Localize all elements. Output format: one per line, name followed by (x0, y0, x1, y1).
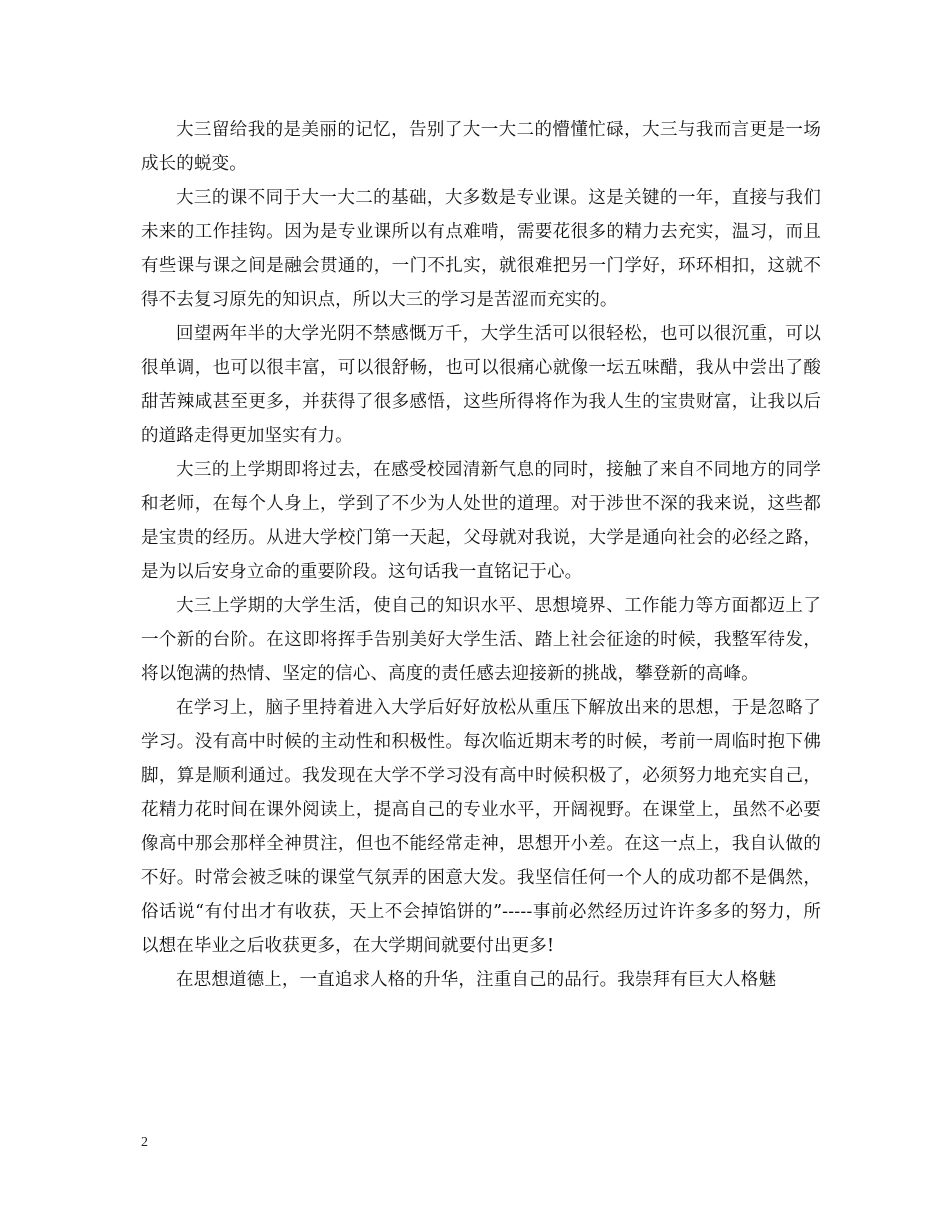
paragraph-6: 在学习上，脑子里持着进入大学后好好放松从重压下解放出来的思想，于是忽略了学习。没有高中时候的主动性和积极性。每次临近期末考的时候，考前一周临时抱下佛脚，算是顺利通过。我发现在大学不学习没有高中时候积极了，必须努力地充实自己，花精力花时间在课外阅读上，提高自己的专业水平，开阔视野。在课堂上，虽然不必要像高中那会那样全神贯注，但也不能经常走神，思想开小差。在这一点上，我自认做的不好。时常会被乏味的课堂气氛弄的困意大发。我坚信任何一个人的成功都不是偶然，俗话说“有付出才有收获，天上不会掉馅饼的”-----事前必然经历过许许多多的努力，所以想在毕业之后收获更多，在大学期间就要付出更多! (141, 698, 821, 956)
paragraph-3: 回望两年半的大学光阴不禁感慨万千，大学生活可以很轻松，也可以很沉重，可以很单调，也可以很丰富，可以很舒畅，也可以很痛心就像一坛五味醋，我从中尝出了酸甜苦辣咸甚至更多，并获得了很多感悟，这些所得将作为我人生的宝贵财富，让我以后的道路走得更加坚实有力。 (141, 324, 821, 446)
paragraph-5: 大三上学期的大学生活，使自己的知识水平、思想境界、工作能力等方面都迈上了一个新的台阶。在这即将挥手告别美好大学生活、踏上社会征途的时候，我整军待发，将以饱满的热情、坚定的信心、高度的责任感去迎接新的挑战，攀登新的高峰。 (141, 596, 821, 684)
paragraph-7: 在思想道德上，一直追求人格的升华，注重自己的品行。我崇拜有巨大人格魅 (176, 970, 777, 990)
paragraph-1: 大三留给我的是美丽的记忆，告别了大一大二的懵懂忙碌，大三与我而言更是一场成长的蜕变。 (141, 120, 821, 174)
document-body (141, 113, 821, 997)
page-number: 2 (141, 1135, 148, 1150)
paragraph-4: 大三的上学期即将过去，在感受校园清新气息的同时，接触了来自不同地方的同学和老师，在每个人身上，学到了不少为人处世的道理。对于涉世不深的我来说，这些都是宝贵的经历。从进大学校门第一天起，父母就对我说，大学是通向社会的必经之路，是为以后安身立命的重要阶段。这句话我一直铭记于心。 (141, 460, 821, 582)
paragraph-2: 大三的课不同于大一大二的基础，大多数是专业课。这是关键的一年，直接与我们未来的工作挂钩。因为是专业课所以有点难啃，需要花很多的精力去充实，温习，而且有些课与课之间是融会贯通的，一门不扎实，就很难把另一门学好，环环相扣，这就不得不去复习原先的知识点，所以大三的学习是苦涩而充实的。 (141, 188, 821, 310)
